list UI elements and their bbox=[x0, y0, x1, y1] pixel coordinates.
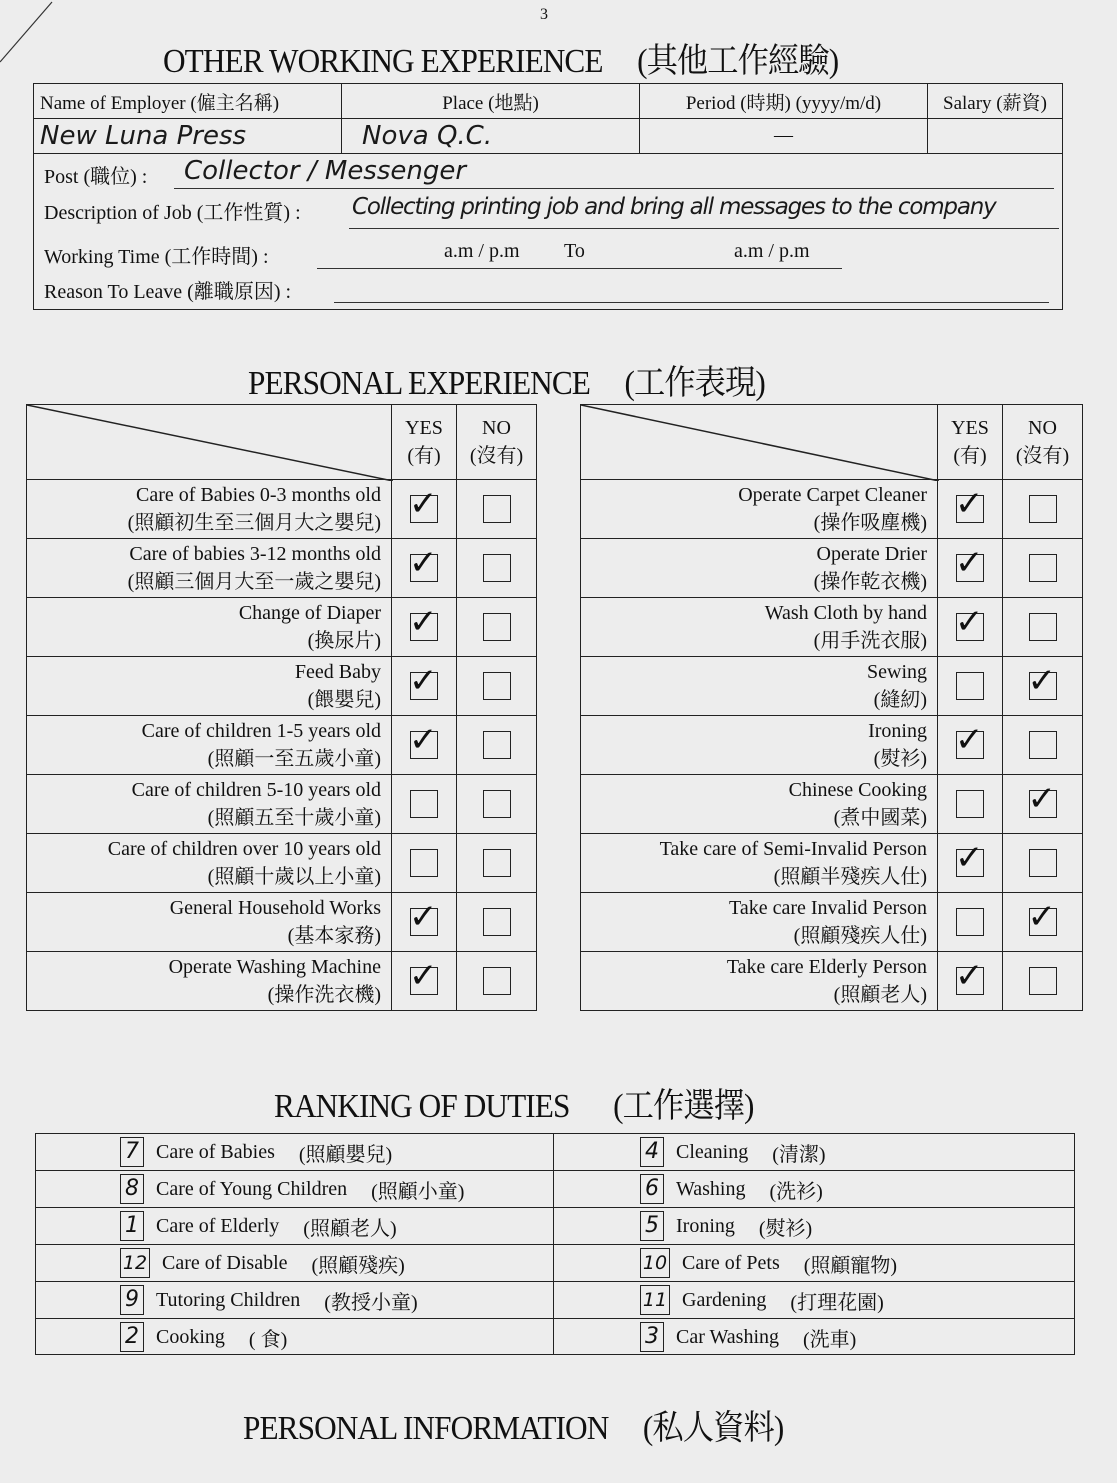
item-english: Care of children over 10 years old bbox=[107, 838, 381, 860]
rank-label-chinese: (清潔) bbox=[772, 1143, 826, 1166]
salary-header: Salary (薪資) bbox=[928, 84, 1063, 119]
left-row bbox=[27, 480, 537, 539]
item-chinese: (照顧半殘疾人仕) bbox=[773, 866, 927, 888]
right-item-label bbox=[581, 716, 938, 775]
item-english: Care of babies 3-12 months old bbox=[129, 543, 381, 565]
rank-number-box[interactable]: 10 bbox=[640, 1248, 670, 1278]
salary-value[interactable] bbox=[928, 119, 1063, 154]
yes-checkbox[interactable] bbox=[955, 956, 984, 996]
yes-checkbox[interactable] bbox=[410, 790, 438, 818]
item-english: Wash Cloth by hand bbox=[764, 602, 927, 624]
yes-checkbox[interactable] bbox=[409, 720, 438, 760]
ranking-item bbox=[640, 1319, 856, 1355]
item-english: Sewing bbox=[867, 661, 927, 683]
rank-number-box[interactable]: 3 bbox=[640, 1322, 664, 1352]
item-english: Take care Elderly Person bbox=[726, 956, 927, 978]
yes-checkbox-cell bbox=[938, 480, 1003, 539]
no-checkbox-cell bbox=[457, 893, 537, 952]
left-row bbox=[27, 834, 537, 893]
left-item-label bbox=[27, 657, 392, 716]
item-chinese: (照顧十歲以上小童) bbox=[207, 866, 381, 888]
no-checkbox[interactable] bbox=[483, 672, 511, 700]
left-row bbox=[27, 952, 537, 1011]
yes-checkbox-cell bbox=[392, 598, 457, 657]
rank-label: Car Washing bbox=[676, 1325, 780, 1348]
right-no-header: NO (沒有) bbox=[1003, 405, 1083, 480]
right-items bbox=[581, 480, 1083, 1011]
yes-checkbox[interactable] bbox=[955, 602, 984, 642]
item-chinese: (熨衫) bbox=[873, 748, 927, 770]
rank-number-box[interactable]: 1 bbox=[120, 1211, 144, 1241]
page-number: 3 bbox=[540, 6, 548, 23]
right-row bbox=[581, 775, 1083, 834]
item-chinese: (操作吸塵機) bbox=[813, 512, 927, 534]
yes-checkbox-cell bbox=[938, 598, 1003, 657]
no-checkbox-cell bbox=[1003, 657, 1083, 716]
item-chinese: (用手洗衣服) bbox=[813, 630, 927, 652]
no-checkbox-cell bbox=[1003, 893, 1083, 952]
yes-checkbox[interactable] bbox=[955, 838, 984, 878]
other-working-experience-title: OTHER WORKING EXPERIENCE (其他工作經驗) bbox=[163, 43, 839, 80]
item-chinese: (照顧老人) bbox=[833, 984, 927, 1006]
rank-label: Gardening bbox=[682, 1288, 767, 1311]
checkmark-icon: ✓ bbox=[1027, 779, 1056, 819]
yes-checkbox[interactable] bbox=[955, 720, 984, 760]
employer-header: Name of Employer (僱主名稱) bbox=[34, 84, 342, 119]
checkmark-icon: ✓ bbox=[955, 720, 984, 760]
ranking-item bbox=[120, 1171, 464, 1207]
working-time-ampm-from: a.m / p.m bbox=[444, 240, 520, 262]
ranking-item bbox=[640, 1208, 812, 1244]
item-chinese: (縫紉) bbox=[873, 689, 927, 711]
rank-label: Care of Pets bbox=[682, 1251, 780, 1274]
corner-fold-mark bbox=[0, 0, 60, 70]
left-item-label bbox=[27, 834, 392, 893]
yes-checkbox[interactable] bbox=[956, 672, 984, 700]
yes-checkbox[interactable] bbox=[955, 484, 984, 524]
yes-checkbox-cell bbox=[938, 834, 1003, 893]
rank-label-chinese: (熨衫) bbox=[758, 1217, 813, 1240]
right-item-label bbox=[581, 775, 938, 834]
no-checkbox[interactable] bbox=[1029, 731, 1057, 759]
yes-checkbox[interactable] bbox=[956, 790, 984, 818]
no-checkbox-cell bbox=[457, 657, 537, 716]
ranking-item bbox=[120, 1245, 405, 1281]
checkmark-icon: ✓ bbox=[1027, 897, 1056, 937]
rank-number-box[interactable]: 6 bbox=[640, 1174, 664, 1204]
rank-label: Ironing bbox=[676, 1214, 735, 1237]
ranking-item bbox=[120, 1319, 287, 1355]
yes-checkbox-cell bbox=[392, 893, 457, 952]
left-item-label bbox=[27, 480, 392, 539]
item-english: Care of Babies 0-3 months old bbox=[136, 484, 381, 506]
no-checkbox[interactable] bbox=[483, 731, 511, 759]
no-checkbox[interactable] bbox=[483, 495, 511, 523]
employer-value[interactable]: New Luna Press bbox=[34, 119, 342, 154]
rank-label-chinese: (洗衫) bbox=[769, 1180, 823, 1203]
checkmark-icon: ✓ bbox=[409, 543, 438, 583]
description-line bbox=[349, 228, 1059, 229]
item-chinese: (照顧殘疾人仕) bbox=[793, 925, 927, 947]
description-label: Description of Job (工作性質) : bbox=[44, 202, 301, 224]
ranking-item bbox=[120, 1282, 418, 1318]
rank-number-box[interactable]: 5 bbox=[640, 1211, 664, 1241]
yes-checkbox[interactable] bbox=[409, 956, 438, 996]
item-english: Feed Baby bbox=[294, 661, 381, 683]
right-row bbox=[581, 893, 1083, 952]
no-checkbox[interactable] bbox=[483, 790, 511, 818]
right-item-label bbox=[581, 893, 938, 952]
no-checkbox[interactable] bbox=[483, 967, 511, 995]
no-checkbox[interactable] bbox=[1029, 554, 1057, 582]
yes-checkbox-cell bbox=[938, 893, 1003, 952]
no-checkbox[interactable] bbox=[1029, 967, 1057, 995]
reason-line bbox=[334, 302, 1049, 303]
personal-experience-title: PERSONAL EXPERIENCE (工作表現) bbox=[248, 365, 765, 402]
left-item-label bbox=[27, 775, 392, 834]
ranking-item bbox=[120, 1208, 397, 1244]
right-yes-header: YES (有) bbox=[938, 405, 1003, 480]
reason-label: Reason To Leave (離職原因) : bbox=[44, 281, 292, 303]
yes-checkbox[interactable] bbox=[409, 602, 438, 642]
item-english: Care of children 1-5 years old bbox=[141, 720, 381, 742]
ranking-item bbox=[640, 1245, 897, 1281]
right-row bbox=[581, 657, 1083, 716]
yes-checkbox-cell bbox=[392, 657, 457, 716]
no-checkbox-cell bbox=[1003, 775, 1083, 834]
working-time-label: Working Time (工作時間) : bbox=[44, 246, 269, 268]
ranking-of-duties-title: RANKING OF DUTIES (工作選擇) bbox=[274, 1088, 754, 1125]
item-chinese: (操作乾衣機) bbox=[813, 571, 927, 593]
checkmark-icon: ✓ bbox=[1027, 661, 1056, 701]
no-checkbox[interactable] bbox=[1027, 897, 1057, 937]
rank-number-box[interactable]: 4 bbox=[640, 1137, 664, 1167]
right-item-label bbox=[581, 598, 938, 657]
left-items bbox=[27, 480, 537, 1011]
left-no-header: NO (沒有) bbox=[457, 405, 537, 480]
yes-checkbox-cell bbox=[392, 716, 457, 775]
no-checkbox-cell bbox=[457, 775, 537, 834]
ranking-item bbox=[120, 1134, 392, 1170]
employer-table bbox=[34, 84, 1062, 154]
checkmark-icon: ✓ bbox=[409, 897, 438, 937]
rank-label-chinese: (打理花園) bbox=[790, 1291, 884, 1314]
no-checkbox[interactable] bbox=[1027, 779, 1057, 819]
rank-number-box[interactable]: 11 bbox=[640, 1285, 670, 1315]
rank-label: Tutoring Children bbox=[156, 1288, 301, 1311]
right-row bbox=[581, 834, 1083, 893]
left-item-label bbox=[27, 893, 392, 952]
checkmark-icon: ✓ bbox=[955, 602, 984, 642]
yes-checkbox[interactable] bbox=[956, 908, 984, 936]
no-checkbox-cell bbox=[457, 716, 537, 775]
no-checkbox[interactable] bbox=[1027, 661, 1057, 701]
no-checkbox-cell bbox=[1003, 716, 1083, 775]
yes-checkbox-cell bbox=[938, 716, 1003, 775]
place-value[interactable]: Nova Q.C. bbox=[342, 119, 640, 154]
personal-experience-left-table bbox=[26, 404, 537, 1011]
no-checkbox-cell bbox=[1003, 539, 1083, 598]
item-chinese: (煮中國菜) bbox=[833, 807, 927, 829]
left-row bbox=[27, 893, 537, 952]
rank-label: Care of Young Children bbox=[156, 1177, 348, 1200]
rank-number-box[interactable]: 7 bbox=[120, 1137, 144, 1167]
ranking-item bbox=[640, 1134, 826, 1170]
rank-label: Care of Elderly bbox=[156, 1214, 280, 1237]
checkmark-icon: ✓ bbox=[955, 838, 984, 878]
no-checkbox-cell bbox=[1003, 598, 1083, 657]
left-item-label bbox=[27, 952, 392, 1011]
rank-label-chinese: (洗車) bbox=[803, 1328, 857, 1351]
item-chinese: (照顧五至十歲小童) bbox=[207, 807, 381, 829]
right-item-label bbox=[581, 952, 938, 1011]
yes-checkbox-cell bbox=[938, 775, 1003, 834]
right-row bbox=[581, 539, 1083, 598]
period-value[interactable]: — bbox=[640, 119, 928, 154]
no-checkbox[interactable] bbox=[483, 849, 511, 877]
working-time-line bbox=[317, 268, 842, 269]
yes-checkbox[interactable] bbox=[409, 484, 438, 524]
item-english: Operate Drier bbox=[816, 543, 927, 565]
yes-checkbox-cell bbox=[392, 834, 457, 893]
no-checkbox-cell bbox=[457, 539, 537, 598]
item-english: Care of children 5-10 years old bbox=[131, 779, 381, 801]
rank-label-chinese: ( 食) bbox=[248, 1328, 288, 1351]
no-checkbox-cell bbox=[457, 598, 537, 657]
yes-checkbox-cell bbox=[938, 952, 1003, 1011]
right-item-label bbox=[581, 657, 938, 716]
yes-checkbox-cell bbox=[392, 952, 457, 1011]
diagonal-line bbox=[581, 405, 939, 481]
right-item-label bbox=[581, 480, 938, 539]
working-time-ampm-to: a.m / p.m bbox=[734, 240, 810, 262]
left-item-label bbox=[27, 539, 392, 598]
right-row bbox=[581, 598, 1083, 657]
yes-checkbox[interactable] bbox=[409, 897, 438, 937]
left-item-label bbox=[27, 598, 392, 657]
rank-label-chinese: (照顧寵物) bbox=[803, 1254, 898, 1277]
rank-label: Cooking bbox=[156, 1325, 225, 1348]
item-chinese: (照顧一至五歲小童) bbox=[207, 748, 381, 770]
checkmark-icon: ✓ bbox=[955, 543, 984, 583]
description-value[interactable]: Collecting printing job and bring all messages to the company bbox=[352, 194, 996, 220]
post-label: Post (職位) : bbox=[44, 166, 148, 188]
left-header-diagonal bbox=[27, 405, 392, 480]
item-english: Take care Invalid Person bbox=[729, 897, 927, 919]
item-chinese: (照顧初生至三個月大之嬰兒) bbox=[127, 512, 381, 534]
rank-label: Cleaning bbox=[676, 1140, 749, 1163]
item-english: Take care of Semi-Invalid Person bbox=[659, 838, 927, 860]
rank-label-chinese: (教授小童) bbox=[324, 1291, 418, 1314]
place-header: Place (地點) bbox=[342, 84, 640, 119]
left-row bbox=[27, 775, 537, 834]
checkmark-icon: ✓ bbox=[409, 602, 438, 642]
post-value[interactable]: Collector / Messenger bbox=[184, 156, 467, 186]
item-english: Chinese Cooking bbox=[788, 779, 927, 801]
yes-checkbox-cell bbox=[938, 539, 1003, 598]
yes-checkbox-cell bbox=[392, 775, 457, 834]
yes-checkbox-cell bbox=[938, 657, 1003, 716]
rank-label: Care of Babies bbox=[156, 1140, 275, 1163]
rank-number-box[interactable]: 12 bbox=[120, 1248, 150, 1278]
yes-checkbox-cell bbox=[392, 480, 457, 539]
ranking-item bbox=[640, 1171, 823, 1207]
right-row bbox=[581, 480, 1083, 539]
item-chinese: (基本家務) bbox=[287, 925, 381, 947]
item-chinese: (操作洗衣機) bbox=[267, 984, 381, 1006]
right-item-label bbox=[581, 539, 938, 598]
item-english: Change of Diaper bbox=[238, 602, 381, 624]
right-item-label bbox=[581, 834, 938, 893]
checkmark-icon: ✓ bbox=[955, 484, 984, 524]
item-english: Ironing bbox=[868, 720, 927, 742]
no-checkbox[interactable] bbox=[1029, 495, 1057, 523]
rank-label-chinese: (照顧殘疾) bbox=[311, 1254, 405, 1277]
no-checkbox-cell bbox=[457, 834, 537, 893]
item-chinese: (換尿片) bbox=[307, 630, 381, 652]
no-checkbox-cell bbox=[1003, 480, 1083, 539]
left-row bbox=[27, 539, 537, 598]
diagonal-line bbox=[27, 405, 393, 481]
post-line bbox=[174, 188, 1054, 189]
rank-label-chinese: (照顧小童) bbox=[371, 1180, 465, 1203]
yes-checkbox[interactable] bbox=[955, 543, 984, 583]
no-checkbox-cell bbox=[1003, 952, 1083, 1011]
item-english: General Household Works bbox=[169, 897, 381, 919]
checkmark-icon: ✓ bbox=[409, 661, 438, 701]
other-working-experience-form bbox=[33, 83, 1063, 310]
left-row bbox=[27, 657, 537, 716]
checkmark-icon: ✓ bbox=[955, 956, 984, 996]
item-chinese: (餵嬰兒) bbox=[307, 689, 381, 711]
item-english: Operate Carpet Cleaner bbox=[738, 484, 927, 506]
period-header: Period (時期) (yyyy/m/d) bbox=[640, 84, 928, 119]
right-row bbox=[581, 952, 1083, 1011]
right-row bbox=[581, 716, 1083, 775]
rank-number-box[interactable]: 2 bbox=[120, 1322, 144, 1352]
no-checkbox[interactable] bbox=[483, 613, 511, 641]
no-checkbox[interactable] bbox=[1029, 849, 1057, 877]
no-checkbox-cell bbox=[457, 952, 537, 1011]
item-chinese: (照顧三個月大至一歲之嬰兒) bbox=[127, 571, 381, 593]
yes-checkbox[interactable] bbox=[409, 543, 438, 583]
item-english: Operate Washing Machine bbox=[168, 956, 381, 978]
checkmark-icon: ✓ bbox=[409, 720, 438, 760]
ranking-item bbox=[640, 1282, 884, 1318]
rank-label: Care of Disable bbox=[162, 1251, 288, 1274]
checkmark-icon: ✓ bbox=[409, 956, 438, 996]
left-item-label bbox=[27, 716, 392, 775]
rank-label-chinese: (照顧嬰兒) bbox=[298, 1143, 393, 1166]
right-header-diagonal bbox=[581, 405, 938, 480]
checkmark-icon: ✓ bbox=[409, 484, 438, 524]
yes-checkbox[interactable] bbox=[410, 849, 438, 877]
no-checkbox-cell bbox=[457, 480, 537, 539]
no-checkbox[interactable] bbox=[483, 554, 511, 582]
rank-label: Washing bbox=[676, 1177, 746, 1200]
yes-checkbox-cell bbox=[392, 539, 457, 598]
no-checkbox[interactable] bbox=[483, 908, 511, 936]
working-time-to-label: To bbox=[564, 240, 585, 262]
no-checkbox[interactable] bbox=[1029, 613, 1057, 641]
left-yes-header: YES (有) bbox=[392, 405, 457, 480]
no-checkbox-cell bbox=[1003, 834, 1083, 893]
rank-number-box[interactable]: 9 bbox=[120, 1285, 144, 1315]
left-row bbox=[27, 598, 537, 657]
left-row bbox=[27, 716, 537, 775]
yes-checkbox[interactable] bbox=[409, 661, 438, 701]
personal-information-title: PERSONAL INFORMATION (私人資料) bbox=[243, 1410, 784, 1447]
rank-number-box[interactable]: 8 bbox=[120, 1174, 144, 1204]
rank-label-chinese: (照顧老人) bbox=[303, 1217, 397, 1240]
personal-experience-right-table bbox=[580, 404, 1083, 1011]
